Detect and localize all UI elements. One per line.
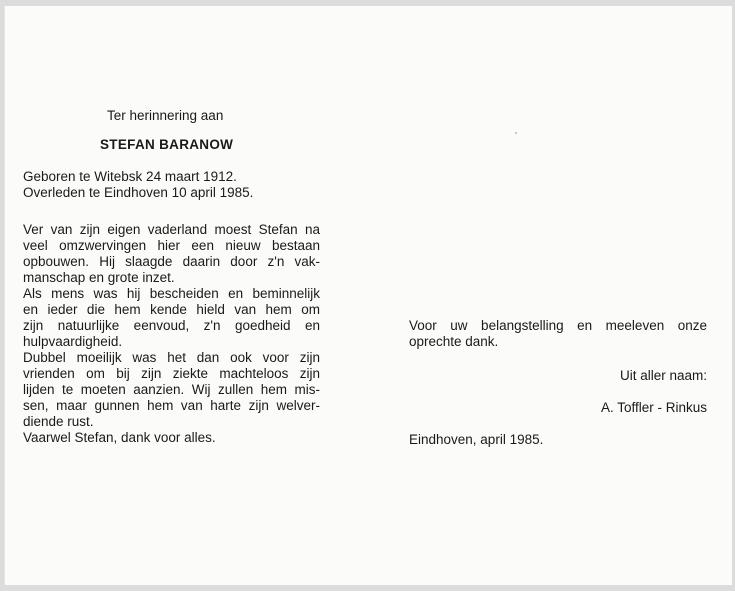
tribute-line: en ieder die hem kende hield van hem om	[23, 302, 320, 317]
deceased-name: STEFAN BARANOW	[100, 137, 234, 152]
tribute-line: hulpvaardigheid.	[23, 334, 123, 349]
tribute-line: opbouwen. Hij slaagde daarin door z'n vak-	[23, 254, 320, 269]
tribute-line: Vaarwel Stefan, dank voor alles.	[23, 430, 216, 445]
tribute-line: sen, maar gunnen hem van harte zijn welver-	[23, 398, 320, 413]
on-behalf-line: Uit aller naam:	[619, 368, 707, 383]
thanks-line: oprechte dank.	[409, 334, 499, 349]
tribute-line: Ver van zijn eigen vaderland moest Stefan na	[23, 222, 320, 237]
memorial-card	[4, 6, 732, 585]
tribute-line: lijden te moeten aanzien. Wij zullen hem mis-	[23, 382, 320, 397]
tribute-line: zijn natuurlijke eenvoud, z'n goedheid en	[23, 318, 320, 333]
place-date: Eindhoven, april 1985.	[409, 432, 544, 447]
intro-line: Ter herinnering aan	[107, 108, 224, 123]
tribute-line: diende rust.	[23, 414, 94, 429]
birth-line: Geboren te Witebsk 24 maart 1912.	[23, 169, 237, 184]
paper-speck	[515, 132, 517, 134]
tribute-line: Als mens was hij bescheiden en beminnelijk	[23, 286, 320, 301]
tribute-line: Dubbel moeilijk was het dan ook voor zijn	[23, 350, 320, 365]
tribute-line: veel omzwervingen hier een nieuw bestaan	[23, 238, 320, 253]
thanks-line: Voor uw belangstelling en meeleven onze	[409, 318, 707, 333]
tribute-line: vrienden om bij zijn ziekte machteloos zijn	[23, 366, 320, 381]
tribute-line: manschap en grote inzet.	[23, 270, 175, 285]
signer-name: A. Toffler - Rinkus	[600, 400, 707, 415]
death-line: Overleden te Eindhoven 10 april 1985.	[23, 185, 254, 200]
